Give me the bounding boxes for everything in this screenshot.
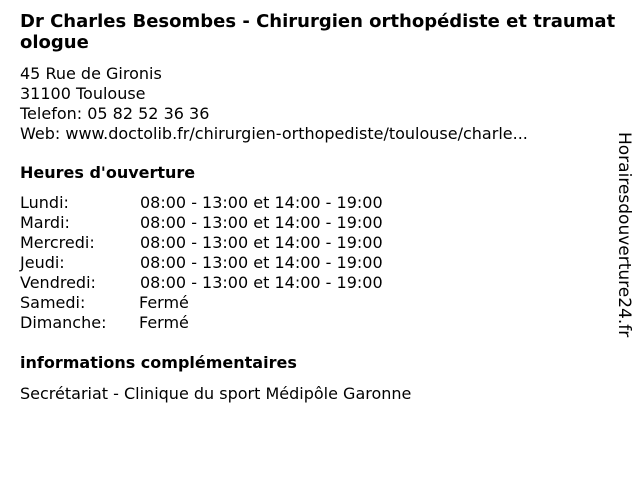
additional-info-heading: informations complémentaires <box>20 353 297 372</box>
site-watermark: Horairesdouverture24.fr <box>614 132 634 338</box>
time-range: 08:00 - 13:00 et 14:00 - 19:00 <box>140 233 383 252</box>
street-address: 45 Rue de Gironis <box>20 64 162 83</box>
website-link[interactable]: Web: www.doctolib.fr/chirurgien-orthopediste/toulouse/charle... <box>20 124 528 143</box>
day-label: Samedi: <box>20 293 86 312</box>
closed-label: Fermé <box>139 293 189 312</box>
time-range: 08:00 - 13:00 et 14:00 - 19:00 <box>140 213 383 232</box>
day-label: Mardi: <box>20 213 70 232</box>
page-title: Dr Charles Besombes - Chirurgien orthopédiste et traumatologue <box>20 11 616 53</box>
closed-label: Fermé <box>139 313 189 332</box>
time-range: 08:00 - 13:00 et 14:00 - 19:00 <box>140 253 383 272</box>
day-label: Mercredi: <box>20 233 95 252</box>
day-label: Jeudi: <box>20 253 65 272</box>
day-label: Vendredi: <box>20 273 96 292</box>
day-label: Dimanche: <box>20 313 107 332</box>
phone-number: Telefon: 05 82 52 36 36 <box>20 104 210 123</box>
time-range: 08:00 - 13:00 et 14:00 - 19:00 <box>140 273 383 292</box>
opening-hours-heading: Heures d'ouverture <box>20 163 196 182</box>
postal-city: 31100 Toulouse <box>20 84 146 103</box>
time-range: 08:00 - 13:00 et 14:00 - 19:00 <box>140 193 383 212</box>
additional-info-text: Secrétariat - Clinique du sport Médipôle Garonne <box>20 384 412 403</box>
address-block <box>20 64 528 144</box>
day-label: Lundi: <box>20 193 69 212</box>
